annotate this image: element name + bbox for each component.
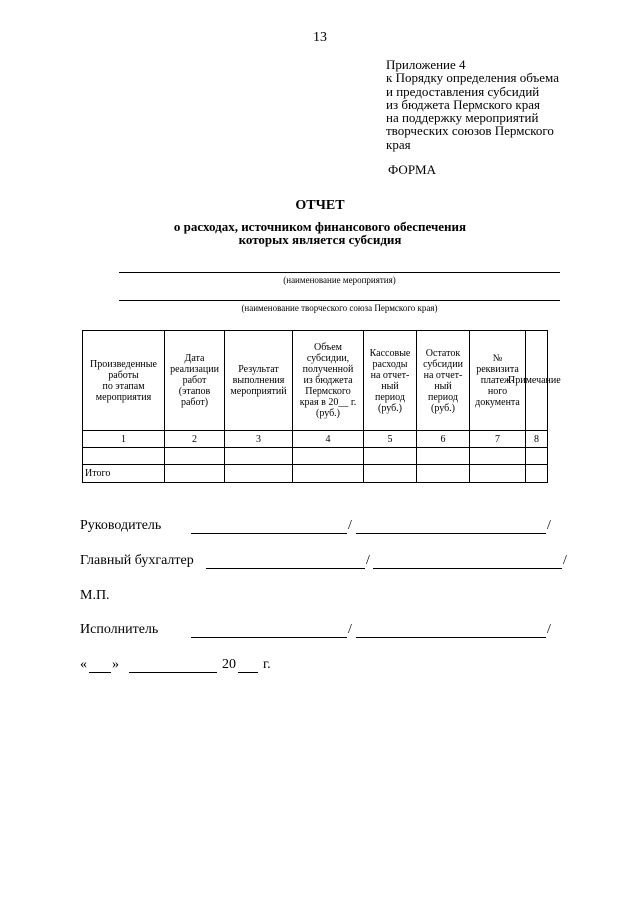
date-year-prefix: 20 [222, 657, 236, 672]
date-open-quote: « [80, 657, 87, 672]
date-year-suffix: г. [263, 657, 271, 672]
slash: / [366, 553, 370, 568]
union-name-line[interactable] [119, 300, 560, 301]
union-name-caption: (наименование творческого союза Пермского края) [241, 303, 438, 313]
table-cell[interactable] [417, 465, 470, 483]
table-cell[interactable] [470, 448, 526, 465]
table-cell[interactable] [364, 465, 417, 483]
column-number: 2 [165, 431, 225, 448]
appendix-line: на поддержку мероприятий [386, 110, 539, 126]
header-cell-result: Результат выполнения мероприятий [225, 331, 293, 431]
column-numbers-row [83, 431, 548, 448]
appendix-line: Приложение 4 [386, 57, 466, 72]
slash: / [547, 622, 551, 637]
form-label: ФОРМА [388, 162, 436, 177]
table-cell[interactable] [526, 448, 548, 465]
total-label: Итого [83, 465, 165, 483]
table-cell[interactable] [83, 448, 165, 465]
table-cell[interactable] [364, 448, 417, 465]
head-label: Руководитель [80, 518, 162, 533]
table-cell[interactable] [293, 465, 364, 483]
appendix-line: и предоставления субсидий [386, 83, 540, 99]
appendix-line: края [386, 136, 411, 152]
executor-name-line[interactable] [356, 637, 546, 638]
appendix-line: из бюджета Пермского края [386, 96, 541, 112]
report-subtitle [0, 220, 640, 246]
slash: / [348, 622, 352, 637]
report-table [82, 330, 561, 483]
slash: / [348, 518, 352, 533]
header-cell-subsidy-amount: Объем субсидии, полученной из бюджета Пермского края в 20__ г. (руб.) [293, 331, 364, 431]
head-name-line[interactable] [356, 533, 546, 534]
executor-label: Исполнитель [80, 622, 159, 637]
header-cell-works: Произведенные работы по этапам мероприятия [83, 331, 165, 431]
column-number: 5 [364, 431, 417, 448]
date-close-quote: » [112, 657, 119, 672]
appendix-block [386, 58, 559, 151]
event-name-caption: (наименование мероприятия) [283, 275, 396, 285]
table-cell[interactable] [165, 448, 225, 465]
report-title: ОТЧЕТ [295, 198, 345, 213]
date-day-line[interactable] [89, 672, 111, 673]
header-cell-date: Дата реализации работ (этапов работ) [165, 331, 225, 431]
page-number: 13 [313, 30, 327, 45]
header-cell-note: Примечание [526, 331, 548, 431]
subtitle-line-2: которых является субсидия [238, 232, 402, 247]
table-cell[interactable] [526, 465, 548, 483]
column-number: 1 [83, 431, 165, 448]
accountant-name-line[interactable] [373, 568, 562, 569]
stamp-label: М.П. [80, 588, 110, 603]
event-name-line[interactable] [119, 272, 560, 273]
table-cell[interactable] [470, 465, 526, 483]
table-header-row [83, 331, 548, 431]
appendix-line: к Порядку определения объема [386, 70, 559, 86]
accountant-label: Главный бухгалтер [80, 553, 194, 568]
table-cell[interactable] [225, 448, 293, 465]
date-year-line[interactable] [238, 672, 258, 673]
table-cell[interactable] [165, 465, 225, 483]
column-number: 7 [470, 431, 526, 448]
head-signature-line[interactable] [191, 533, 347, 534]
accountant-signature-line[interactable] [206, 568, 365, 569]
header-cell-subsidy-balance: Остаток субсидии на отчет- ный период (руб.) [417, 331, 470, 431]
header-cell-cash-expenses: Кассовые расходы на отчет- ный период (руб.) [364, 331, 417, 431]
column-number: 3 [225, 431, 293, 448]
slash: / [563, 553, 567, 568]
slash: / [547, 518, 551, 533]
executor-signature-line[interactable] [191, 637, 347, 638]
table-row [83, 448, 548, 465]
column-number: 4 [293, 431, 364, 448]
table-cell[interactable] [293, 448, 364, 465]
column-number: 8 [526, 431, 548, 448]
subtitle-line-1: о расходах, источником финансового обеспечения [173, 219, 467, 234]
table-cell[interactable] [417, 448, 470, 465]
column-number: 6 [417, 431, 470, 448]
header-cell-payment-document: № реквизита платеж- ного документа [470, 331, 526, 431]
date-month-line[interactable] [129, 672, 217, 673]
table-cell[interactable] [225, 465, 293, 483]
appendix-line: творческих союзов Пермского [386, 123, 554, 139]
total-row [83, 465, 548, 483]
